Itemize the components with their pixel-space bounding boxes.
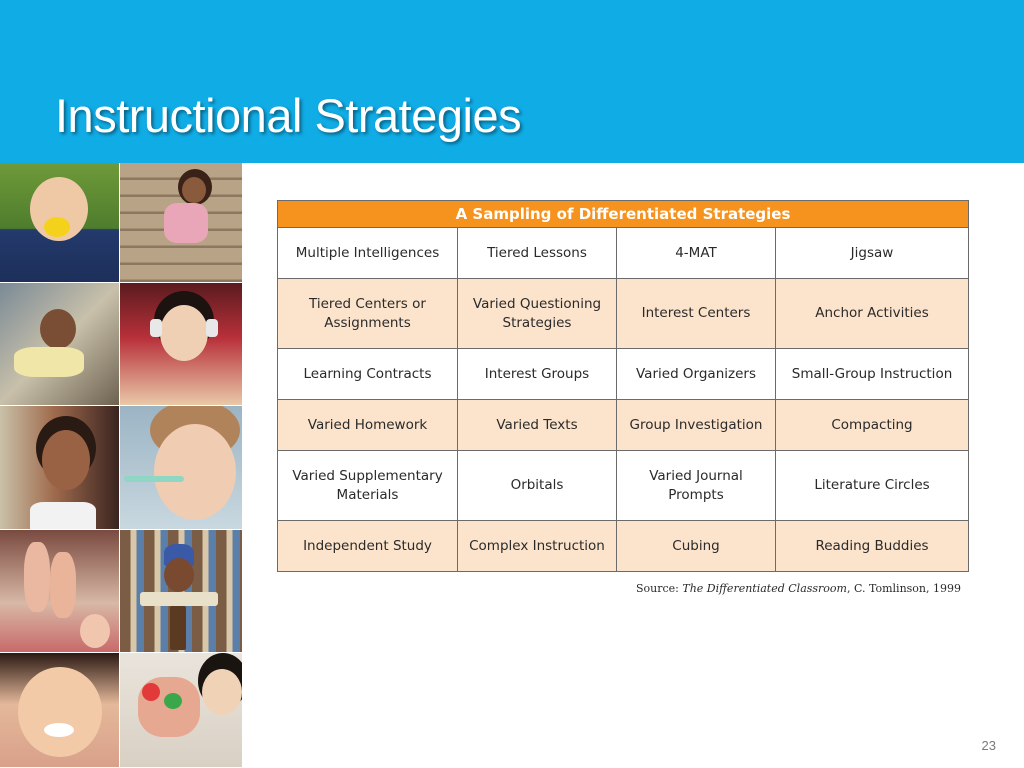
- table-cell: Multiple Intelligences: [278, 228, 458, 279]
- table-row: [278, 228, 969, 279]
- table-cell: Varied Journal Prompts: [617, 451, 776, 521]
- table-row: [278, 279, 969, 349]
- table-row: [278, 349, 969, 400]
- table-cell: Varied Homework: [278, 400, 458, 451]
- table-cell: Tiered Lessons: [458, 228, 617, 279]
- table-cell: Jigsaw: [776, 228, 969, 279]
- photo-smiling-girl: [0, 406, 120, 530]
- photo-girl-with-headphones: [120, 283, 243, 406]
- table-cell: 4-MAT: [617, 228, 776, 279]
- slide-title: Instructional Strategies: [55, 89, 522, 142]
- table-row: [278, 400, 969, 451]
- table-cell: Anchor Activities: [776, 279, 969, 349]
- table-cell: Varied Questioning Strategies: [458, 279, 617, 349]
- table-row: [278, 521, 969, 572]
- table-cell: Interest Centers: [617, 279, 776, 349]
- photo-girl-on-steps: [120, 163, 243, 283]
- source-work-title: The Differentiated Classroom: [682, 582, 847, 595]
- source-prefix: Source:: [636, 582, 683, 595]
- table-cell: Reading Buddies: [776, 521, 969, 572]
- table-cell: Compacting: [776, 400, 969, 451]
- table-cell: Tiered Centers or Assignments: [278, 279, 458, 349]
- photo-girls-in-classroom: [0, 283, 120, 406]
- source-suffix: , C. Tomlinson, 1999: [846, 582, 961, 595]
- photo-collage: [0, 163, 243, 768]
- table-cell: Varied Supplementary Materials: [278, 451, 458, 521]
- table-cell: Group Investigation: [617, 400, 776, 451]
- table-cell: Interest Groups: [458, 349, 617, 400]
- source-citation: [600, 582, 961, 595]
- photo-painted-hands: [120, 653, 243, 768]
- photo-boy-with-fruit: [0, 163, 120, 283]
- photo-smiling-child: [0, 653, 120, 768]
- table-row: [278, 451, 969, 521]
- strategies-table: [277, 200, 969, 572]
- table-cell: Varied Organizers: [617, 349, 776, 400]
- table-cell: Small-Group Instruction: [776, 349, 969, 400]
- photo-raised-hands: [0, 530, 120, 653]
- photo-boy-closeup: [120, 406, 243, 530]
- table-cell: Orbitals: [458, 451, 617, 521]
- table-cell: Independent Study: [278, 521, 458, 572]
- table-cell: Varied Texts: [458, 400, 617, 451]
- photo-boy-reading-in-library: [120, 530, 243, 653]
- table-cell: Learning Contracts: [278, 349, 458, 400]
- table-title: A Sampling of Differentiated Strategies: [278, 201, 969, 228]
- table-cell: Literature Circles: [776, 451, 969, 521]
- table-cell: Cubing: [617, 521, 776, 572]
- table-cell: Complex Instruction: [458, 521, 617, 572]
- strategies-table-wrap: [277, 200, 968, 572]
- page-number: 23: [981, 738, 996, 753]
